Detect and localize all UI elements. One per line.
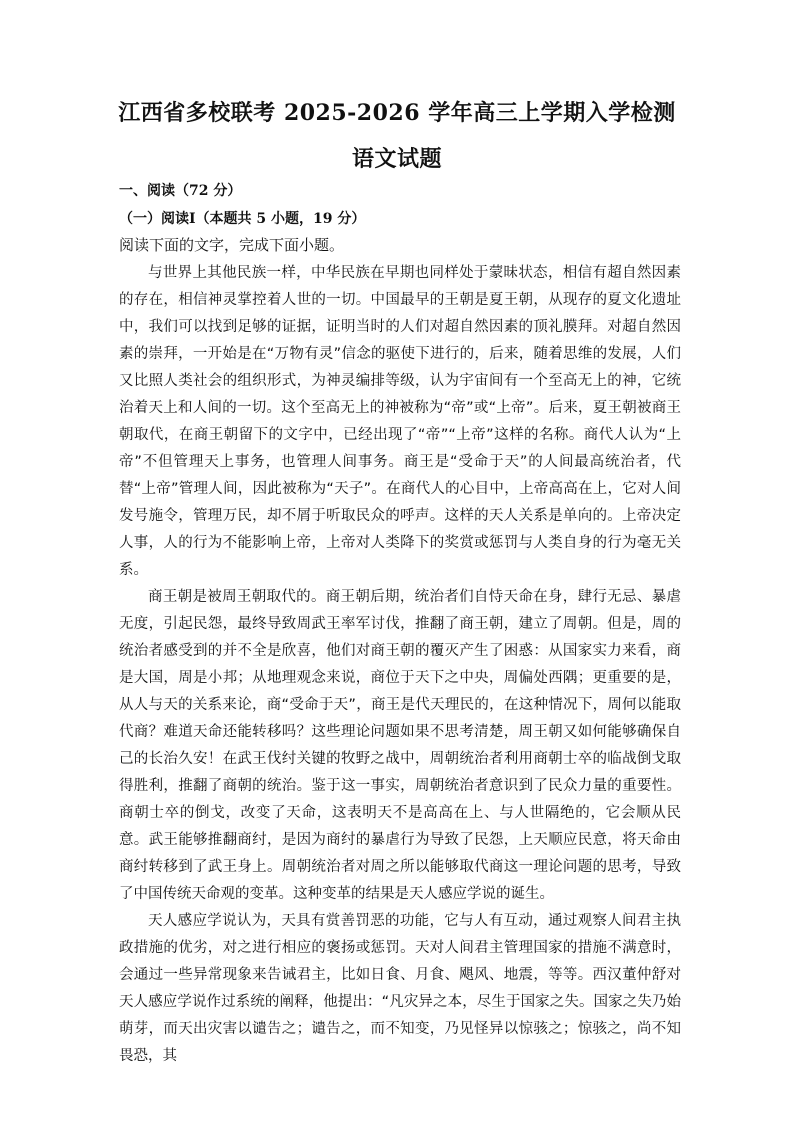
passage-paragraph-1: 与世界上其他民族一样，中华民族在早期也同样处于蒙昧状态，相信有超自然因素的存在，相信神灵掌控着人世的一切。中国最早的王朝是夏王朝，从现存的夏文化遗址中，我们可以找到足够的证据，证明当时的人们对超自然因素的顶礼膜拜。对超自然因素的崇拜，一开始是在“万物有灵”信念的驱使下进行的，后来，随着思维的发展，人们又比照人类社会的组织形式，为神灵编排等级，认为宇宙间有一个至高无上的神，它统治着天上和人间的一切。这个至高无上的神被称为“帝”或“上帝”。后来，夏王朝被商王朝取代，在商王朝留下的文字中，已经出现了“帝”“上帝”这样的名称。商代人认为“上帝”不但管理天上事务，也管理人间事务。商王是“受命于天”的人间最高统治者，代替“上帝”管理人间，因此被称为“天子”。在商代人的心目中，上帝高高在上，它对人间发号施令，管理万民，却不屑于听取民众的呼声。这样的天人关系是单向的。上帝决定人事，人的行为不能影响上帝，上帝对人类降下的奖赏或惩罚与人类自身的行为毫无关系。 (119, 265, 681, 578)
reading-passage (119, 260, 681, 1070)
passage-paragraph-2: 商王朝是被周王朝取代的。商王朝后期，统治者们自恃天命在身，肆行无忌、暴虐无度，引起民怨，最终导致周武王率军讨伐，推翻了商王朝，建立了周朝。但是，周的统治者感受到的并不全是欣喜，他们对商王朝的覆灭产生了困惑：从国家实力来看，商是大国，周是小邦；从地理观念来说，商位于天下之中央，周偏处西隅；更重要的是，从人与天的关系来论，商“受命于天”，商王是代天理民的，在这种情况下，周何以能取代商？难道天命还能转移吗？这些理论问题如果不思考清楚，周王朝又如何能够确保自己的长治久安！在武王伐纣关键的牧野之战中，周朝统治者利用商朝士卒的临战倒戈取得胜利，推翻了商朝的统治。鉴于这一事实，周朝统治者意识到了民众力量的重要性。商朝士卒的倒戈，改变了天命，这表明天不是高高在上、与人世隔绝的，它会顺从民意。武王能够推翻商纣，是因为商纣的暴虐行为导致了民怨，上天顺应民意，将天命由商纣转移到了武王身上。周朝统治者对周之所以能够取代商这一理论问题的思考，导致了中国传统天命观的变革。这种变革的结果是天人感应学说的诞生。 (119, 589, 681, 902)
exam-subject-title: 语文试题 (351, 146, 442, 172)
section-heading: 一、阅读（72 分） (119, 183, 242, 199)
exam-title: 江西省多校联考 2025-2026 学年高三上学期入学检测 (118, 100, 676, 126)
reading-instruction: 阅读下面的文字，完成下面小题。 (119, 236, 345, 254)
subsection-heading: （一）阅读Ⅰ（本题共 5 小题，19 分） (119, 211, 366, 227)
passage-paragraph-3: 天人感应学说认为，天具有赏善罚恶的功能，它与人有互动，通过观察人间君主执政措施的优劣，对之进行相应的褒扬或惩罚。天对人间君主管理国家的措施不满意时，会通过一些异常现象来告诫君主，比如日食、月食、飓风、地震，等等。西汉董仲舒对天人感应学说作过系统的阐释，他提出：“凡灾异之本，尽生于国家之失。国家之失乃始萌芽，而天出灾害以谴告之；谴告之，而不知变，乃见怪异以惊骇之；惊骇之，尚不知畏恐，其 (119, 913, 681, 1064)
